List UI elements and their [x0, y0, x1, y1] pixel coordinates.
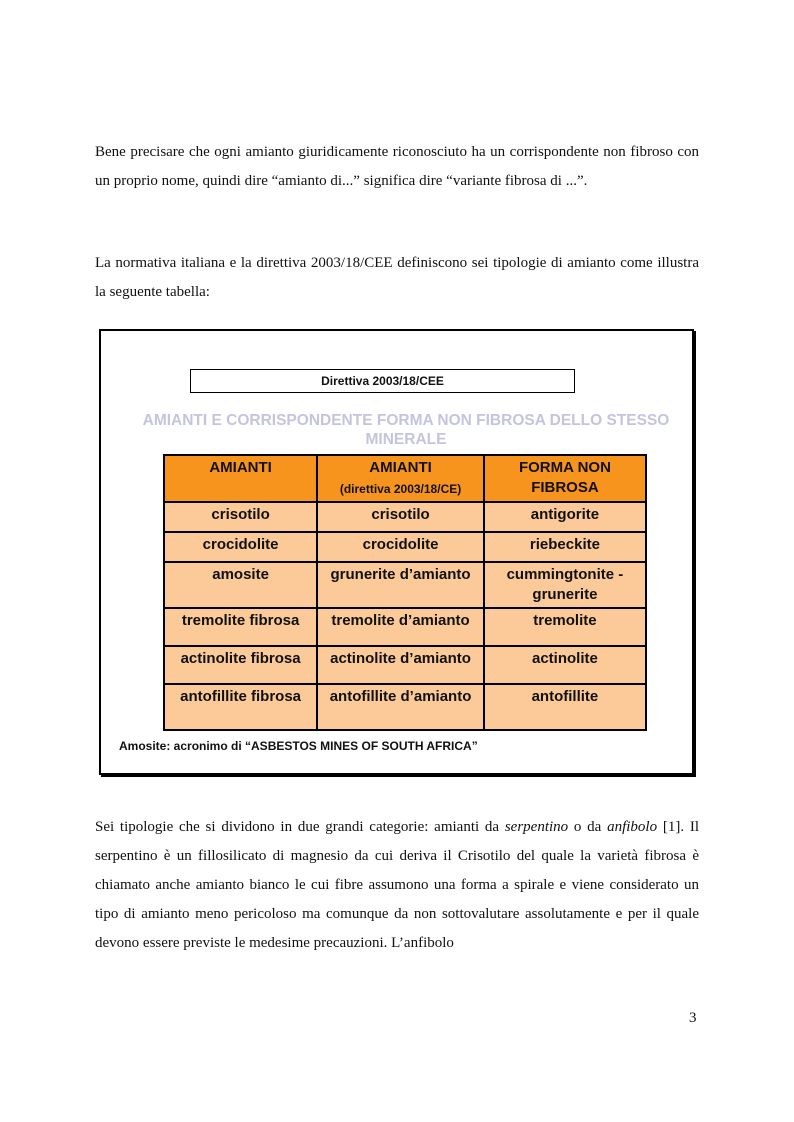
text-run: Sei tipologie che si dividono in due grandi categorie: amianti da: [95, 819, 505, 835]
table-cell: actinolite: [484, 646, 646, 684]
table-cell: crisotilo: [317, 502, 484, 532]
table-row: [164, 646, 646, 684]
column-header-sublabel: (direttiva 2003/18/CE): [339, 482, 462, 496]
column-header-amianti-direttiva: [317, 455, 484, 502]
table-header-row: [164, 455, 646, 502]
table-row: [164, 684, 646, 730]
column-header-label: AMIANTI: [369, 459, 432, 476]
paragraph-categorie: [95, 813, 699, 958]
paragraph-normativa: La normativa italiana e la direttiva 2003/18/CEE definiscono sei tipologie di amianto come illustra la seguente tabella:: [95, 255, 699, 300]
figure-title: AMIANTI E CORRISPONDENTE FORMA NON FIBROSA DELLO STESSO MINERALE: [142, 412, 670, 448]
table-cell: actinolite fibrosa: [164, 646, 317, 684]
asbestos-table: [163, 454, 647, 731]
column-header-forma-non-fibrosa: FORMA NON FIBROSA: [484, 455, 646, 502]
table-cell: antofillite: [484, 684, 646, 730]
paragraph-intro: Bene precisare che ogni amianto giuridicamente riconosciuto ha un corrispondente non fibroso con un proprio nome, quindi dire “amianto di...” significa dire “variante fibrosa di ...”.: [95, 144, 699, 189]
table-row: [164, 502, 646, 532]
table-cell: tremolite: [484, 608, 646, 646]
term-anfibolo: anfibolo: [607, 819, 658, 835]
table-row: [164, 532, 646, 562]
table-row: [164, 562, 646, 608]
table-cell: tremolite d’amianto: [317, 608, 484, 646]
column-header-amianti: AMIANTI: [164, 455, 317, 502]
table-cell: crocidolite: [164, 532, 317, 562]
table-cell: crocidolite: [317, 532, 484, 562]
term-serpentino: serpentino: [504, 819, 569, 835]
text-run: o da: [568, 819, 608, 835]
table-cell: tremolite fibrosa: [164, 608, 317, 646]
table-cell: crisotilo: [164, 502, 317, 532]
text-run: [1]. Il serpentino è un fillosilicato di magnesio da cui deriva il Crisotilo del quale la varietà fibrosa è chiamato anche amianto bianco le cui fibre assumono una forma a spirale e viene considerato un tipo di amianto meno pericoloso ma comunque da non sottovalutare assolutamente e per il quale devono essere previste le medesime precauzioni. L’anfibolo: [95, 819, 699, 951]
table-cell: antofillite fibrosa: [164, 684, 317, 730]
table-cell: amosite: [164, 562, 317, 608]
table-cell: antigorite: [484, 502, 646, 532]
table-cell: grunerite d’amianto: [317, 562, 484, 608]
table-row: [164, 608, 646, 646]
page-number: 3: [689, 1010, 697, 1026]
table-cell: antofillite d’amianto: [317, 684, 484, 730]
figure-header: Direttiva 2003/18/CEE: [190, 369, 575, 393]
asbestos-figure: [99, 329, 694, 775]
table-cell: actinolite d’amianto: [317, 646, 484, 684]
table-cell: riebeckite: [484, 532, 646, 562]
table-cell: cummingtonite - grunerite: [484, 562, 646, 608]
figure-note: Amosite: acronimo di “ASBESTOS MINES OF SOUTH AFRICA”: [119, 739, 478, 753]
